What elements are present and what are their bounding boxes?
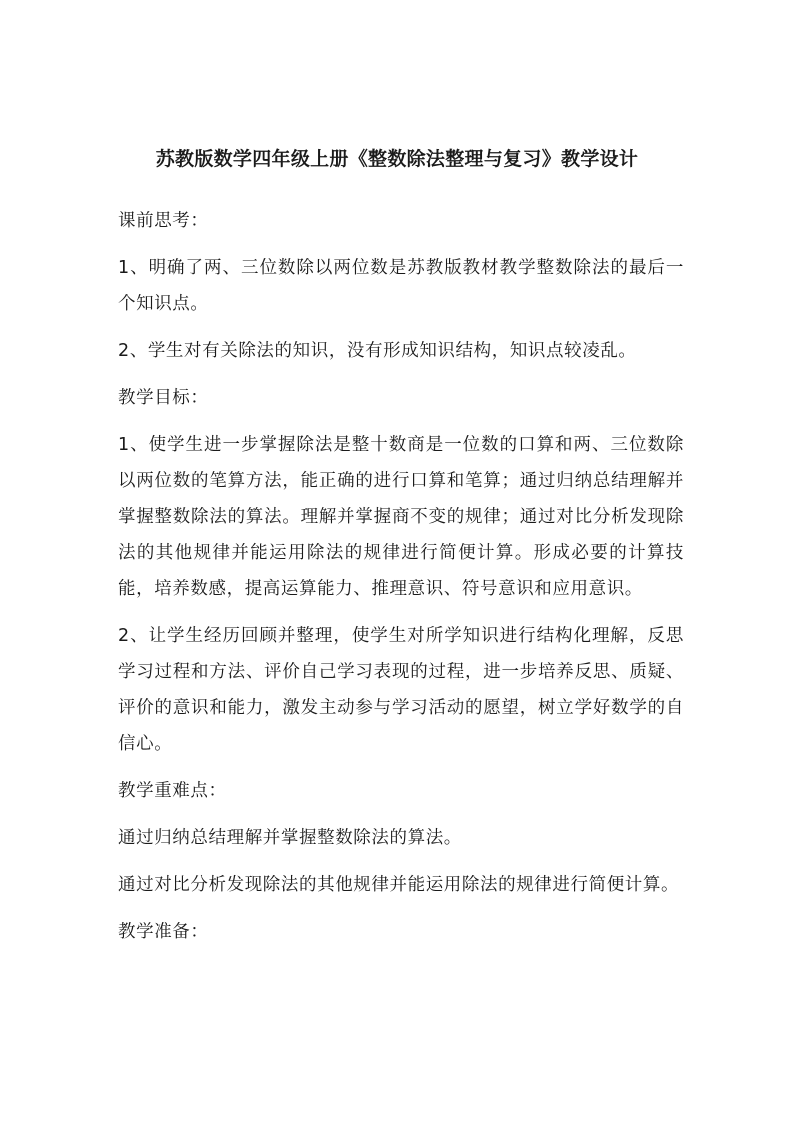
document-body	[118, 203, 684, 961]
paragraph-key-point-1: 通过归纳总结理解并掌握整数除法的算法。	[118, 828, 462, 848]
document-title: 苏教版数学四年级上册《整数除法整理与复习》教学设计	[155, 148, 639, 170]
heading-key-difficulties: 教学重难点：	[118, 781, 227, 801]
paragraph-thinking-2: 2、学生对有关除法的知识，没有形成知识结构，知识点较凌乱。	[118, 341, 637, 361]
paragraph-goal-1: 1、使学生进一步掌握除法是整十数商是一位数的口算和两、三位数除以两位数的笔算方法，能正确的进行口算和笔算；通过归纳总结理解并掌握整数除法的算法。理解并掌握商不变的规律；通过对比分析发现除法的其他规律并能运用除法的规律进行简便计算。形成必要的计算技能，培养数感，提高运算能力、推理意识、符号意识和应用意识。	[118, 435, 684, 599]
heading-teaching-preparation: 教学准备：	[118, 922, 209, 942]
heading-teaching-goals: 教学目标：	[118, 388, 209, 408]
paragraph-thinking-1: 1、明确了两、三位数除以两位数是苏教版教材教学整数除法的最后一个知识点。	[118, 258, 684, 314]
heading-pre-lesson-thinking: 课前思考：	[118, 211, 209, 231]
paragraph-goal-2: 2、让学生经历回顾并整理，使学生对所学知识进行结构化理解，反思学习过程和方法、评价自己学习表现的过程，进一步培养反思、质疑、评价的意识和能力，激发主动参与学习活动的愿望，树立学好数学的自信心。	[118, 626, 684, 754]
paragraph-key-point-2: 通过对比分析发现除法的其他规律并能运用除法的规律进行简便计算。	[118, 875, 680, 895]
